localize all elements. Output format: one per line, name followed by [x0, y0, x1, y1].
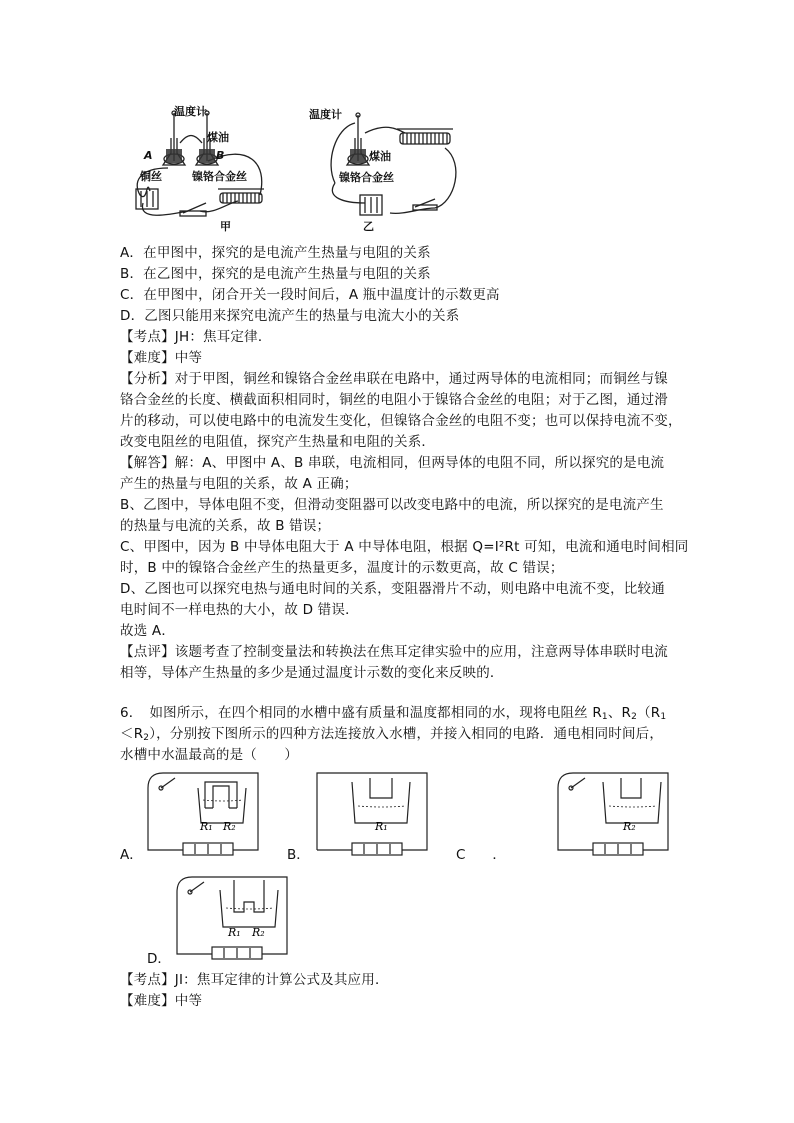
- subscript: 2: [631, 712, 638, 722]
- kaodian: 【考点】JH：焦耳定律．: [120, 329, 272, 345]
- option-d-label: D．: [147, 951, 171, 967]
- comment-line: 【点评】该题考查了控制变量法和转换法在焦耳定律实验中的应用，注意两导体串联时电流: [120, 644, 668, 660]
- nandu: 【难度】中等: [120, 993, 203, 1009]
- kerosene-label: 煤油: [369, 150, 391, 163]
- answer-line: C、甲图中，因为 B 中导体电阻大于 A 中导体电阻，根据 Q=I²Rt 可知，电流和通电时间相同: [120, 539, 689, 555]
- answer-line: 产生的热量与电阻的关系，故 A 正确；: [120, 476, 358, 492]
- analysis-line: 片的移动，可以使电路中的电流发生变化，但镍铬合金丝的电阻不变；也可以保持电流不变，: [120, 413, 682, 429]
- thermometer-label: 温度计: [174, 105, 207, 118]
- circuit-option-d: [172, 872, 292, 962]
- answer-line: 电时间不一样电热的大小，故 D 错误．: [120, 602, 359, 618]
- answer-line: 时，B 中的镍铬合金丝产生的热量更多，温度计的示数更高，故 C 错误；: [120, 560, 564, 576]
- stem-text: （R: [637, 705, 661, 721]
- option-b-label: B．: [287, 847, 310, 863]
- answer-line: B、乙图中，导体电阻不变，但滑动变阻器可以改变电路中的电流，所以探究的是电流产生: [120, 497, 664, 513]
- thermometer-label: 温度计: [309, 108, 342, 121]
- figure-jia: [128, 103, 288, 233]
- stem-text: ），分别按下图所示的四种方法连接放入水槽，并接入相同的电路．通电相同时间后，: [149, 726, 664, 742]
- resistor-r1-label: R₁: [200, 820, 213, 833]
- option-c-label: C ．: [456, 847, 506, 863]
- nandu: 【难度】中等: [120, 350, 203, 366]
- comment-line: 相等，导体产生热量的多少是通过温度计示数的变化来反映的．: [120, 665, 504, 681]
- answer-line: 【解答】解：A、甲图中 A、B 串联，电流相同，但两导体的电阻不同，所以探究的是电流: [120, 455, 665, 471]
- resistor-r2-label: R₂: [252, 926, 265, 939]
- bottle-a-label: A: [144, 149, 153, 162]
- bottle-b-label: B: [216, 149, 225, 162]
- copper-wire-label: 铜丝: [140, 170, 162, 183]
- figure-yi: [305, 103, 465, 233]
- circuit-yi-diagram: [305, 103, 465, 233]
- subscript: 1: [601, 712, 608, 722]
- option-b: B．在乙图中，探究的是电流产生热量与电阻的关系: [120, 266, 431, 282]
- kerosene-label: 煤油: [207, 131, 229, 144]
- option-d: D．乙图只能用来探究电流产生的热量与电流大小的关系: [120, 308, 460, 324]
- nichrome-wire-label: 镍铬合金丝: [339, 171, 394, 184]
- circuit-option-b: [312, 768, 432, 858]
- resistor-r1-label: R₁: [228, 926, 241, 939]
- option-c: C．在甲图中，闭合开关一段时间后，A 瓶中温度计的示数更高: [120, 287, 500, 303]
- stem-text: 6． 如图所示，在四个相同的水槽中盛有质量和温度都相同的水，现将电阻丝 R: [120, 705, 602, 721]
- answer-line: D、乙图也可以探究电热与通电时间的关系，变阻器滑片不动，则电路中电流不变，比较通: [120, 581, 665, 597]
- answer-line: 的热量与电流的关系，故 B 错误；: [120, 518, 331, 534]
- analysis-line: 铬合金丝的长度、横截面积相同时，铜丝的电阻小于镍铬合金丝的电阻；对于乙图，通过滑: [120, 392, 668, 408]
- nichrome-wire-label: 镍铬合金丝: [192, 170, 247, 183]
- resistor-r2-label: R₂: [623, 820, 636, 833]
- subscript: 1: [660, 712, 667, 722]
- question-6-stem: 水槽中水温最高的是（ ）: [120, 747, 299, 763]
- resistor-r1-label: R₁: [375, 820, 388, 833]
- figure-caption-yi: 乙: [363, 220, 374, 233]
- circuit-option-c: [553, 768, 673, 858]
- analysis-line: 【分析】对于甲图，铜丝和镍铬合金丝串联在电路中，通过两导体的电流相同；而铜丝与镍: [120, 371, 668, 387]
- resistor-r2-label: R₂: [223, 820, 236, 833]
- subscript: 2: [143, 733, 150, 743]
- stem-text: 、R: [607, 705, 632, 721]
- stem-text: ＜R: [120, 726, 144, 742]
- answer-line: 故选 A．: [120, 623, 176, 639]
- figure-caption-jia: 甲: [220, 220, 231, 233]
- option-a-label: A．: [120, 847, 143, 863]
- circuit-option-a: [143, 768, 263, 858]
- option-a: A．在甲图中，探究的是电流产生热量与电阻的关系: [120, 245, 431, 261]
- analysis-line: 改变电阻丝的电阻值，探究产生热量和电阻的关系．: [120, 434, 436, 450]
- kaodian: 【考点】JI：焦耳定律的计算公式及其应用．: [120, 972, 389, 988]
